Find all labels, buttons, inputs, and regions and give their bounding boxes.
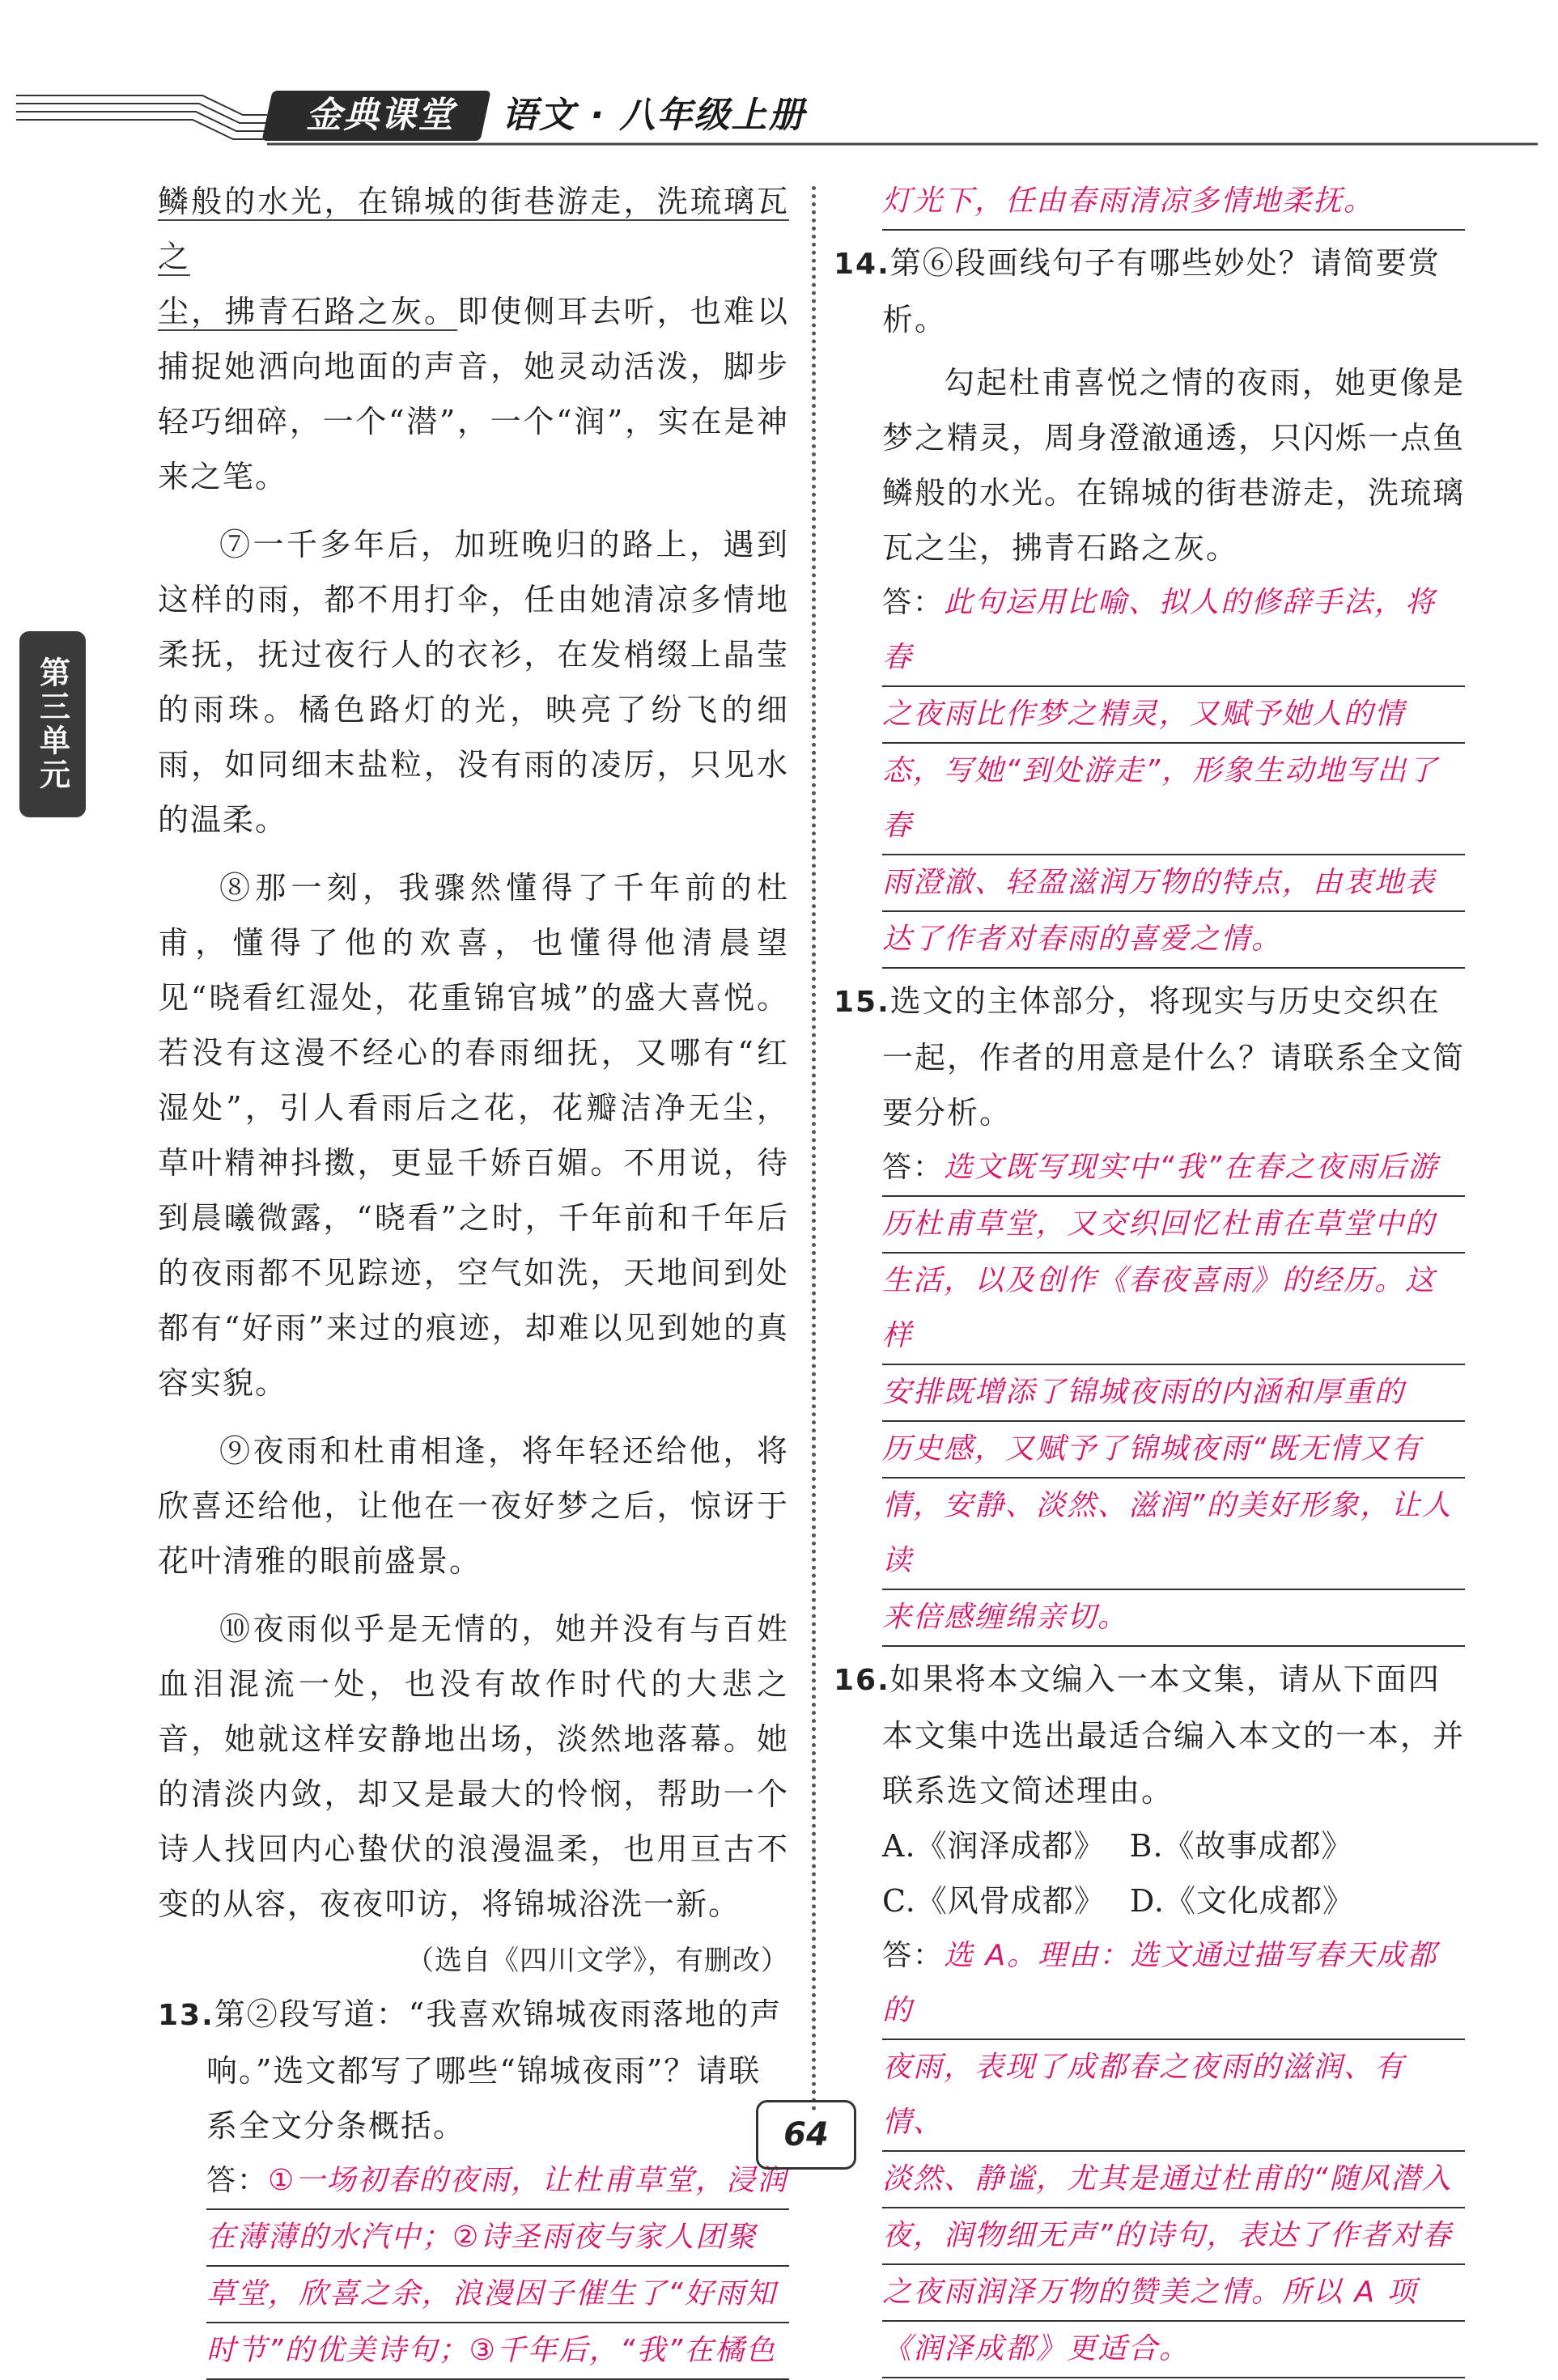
question-15-text: 选文的主体部分，将现实与历史交织在一起，作者的用意是什么？请联系全文简要分析。 <box>882 983 1466 1131</box>
answer-16 <box>834 1928 1465 2378</box>
question-14-text: 第⑥段画线句子有哪些妙处？请简要赏析。 <box>882 245 1441 337</box>
paragraph-6-rest: 即使侧耳去听，也难以捕捉她洒向地面的声音，她灵动活泼，脚步轻巧细碎，一个“潜”，一个“润”，实在是神来之笔。 <box>158 294 789 494</box>
answer-15-line: 生活，以及创作《春夜喜雨》的经历。这样 <box>882 1254 1465 1365</box>
subject-title: 语文 · 八年级上册 <box>502 95 806 136</box>
left-column <box>158 174 789 2380</box>
answer-13-line: 灯光下，任由春雨清凉多情地柔抚。 <box>882 174 1465 231</box>
option-a: A.《润泽成都》 <box>882 1828 1106 1864</box>
answer-15 <box>834 1140 1465 1647</box>
page-number: 64 <box>756 2100 856 2170</box>
question-13-text: 第②段写道：“我喜欢锦城夜雨落地的声响。”选文都写了哪些“锦城夜雨”？请联系全文分条概括。 <box>206 1996 783 2144</box>
answer-15-line: 历杜甫草堂，又交织回忆杜甫在草堂中的 <box>882 1197 1465 1254</box>
answer-14-line: 达了作者对春雨的喜爱之情。 <box>882 912 1465 969</box>
question-13-number: 13. <box>158 1999 214 2032</box>
answer-15-label: 答： <box>882 1151 945 1184</box>
answer-13-line: 在薄薄的水汽中；②诗圣雨夜与家人团聚 <box>206 2210 789 2267</box>
answer-13-line: ①一场初春的夜雨，让杜甫草堂，浸润 <box>268 2164 788 2197</box>
answer-16-line: 选 A。理由：选文通过描写春天成都的 <box>882 1939 1438 2027</box>
answer-13-continued <box>834 174 1465 231</box>
question-13 <box>158 1987 789 2153</box>
question-16-text: 如果将本文编入一本文集，请从下面四本文集中选出最适合编入本文的一本，并联系选文简述理由。 <box>882 1661 1466 1809</box>
question-16-options-row-2 <box>834 1873 1465 1928</box>
underlined-sentence: 鳞般的水光，在锦城的街巷游走，洗琉璃瓦之 <box>158 184 789 274</box>
paragraph-8: ⑧那一刻，我骤然懂得了千年前的杜甫，懂得了他的欢喜，也懂得他清晨望见“晓看红湿处，花重锦官城”的盛大喜悦。若没有这漫不经心的春雨细抚，又哪有“红湿处”，引人看雨后之花，花瓣洁净无尘，草叶精神抖擞，更显千娇百媚。不用说，待到晨曦微露，“晓看”之时，千年前和千年后的夜雨都不见踪迹，空气如洗，天地间到处都有“好雨”来过的痕迹，却难以见到她的真容实貌。 <box>158 870 789 1401</box>
answer-16-line: 淡然、静谧，尤其是通过杜甫的“随风潜入 <box>882 2152 1465 2208</box>
paragraph-10: ⑩夜雨似乎是无情的，她并没有与百姓血泪混流一处，也没有故作时代的大悲之音，她就这样安静地出场，淡然地落幕。她的清淡内敛，却又是最大的怜悯，帮助一个诗人找回内心蛰伏的浪漫温柔，也用亘古不变的从容，夜夜叩访，将锦城浴洗一新。 <box>158 1611 789 1922</box>
answer-13 <box>158 2153 789 2380</box>
question-15 <box>834 974 1465 1140</box>
answer-13-line: 草堂，欣喜之余，浪漫因子催生了“好雨知 <box>206 2267 789 2323</box>
paragraph-7: ⑦一千多年后，加班晚归的路上，遇到这样的雨，都不用打伞，任由她清凉多情地柔抚，抚过夜行人的衣衫，在发梢缀上晶莹的雨珠。橘色路灯的光，映亮了纷飞的细雨，如同细末盐粒，没有雨的凌厉，只见水的温柔。 <box>158 527 789 838</box>
answer-16-line: 《润泽成都》更适合。 <box>882 2322 1465 2378</box>
answer-16-line: 之夜雨润泽万物的赞美之情。所以 A 项 <box>882 2265 1465 2322</box>
source-note: （选自《四川文学》，有删改） <box>406 1945 789 1977</box>
unit-tab: 第三单元 <box>19 631 86 817</box>
answer-16-line: 夜，润物细无声”的诗句，表达了作者对春 <box>882 2208 1465 2265</box>
answer-13-label: 答： <box>206 2164 269 2197</box>
underlined-sentence-end: 尘，拂青石路之灰。 <box>158 294 457 329</box>
answer-13-line: 时节”的优美诗句；③千年后，“我”在橘色 <box>206 2323 789 2380</box>
answer-16-label: 答： <box>882 1939 945 1972</box>
question-14 <box>834 235 1465 347</box>
brand-title: 金典课堂 <box>306 95 455 136</box>
option-b: B.《故事成都》 <box>1129 1828 1353 1864</box>
answer-14 <box>834 575 1465 969</box>
answer-14-line: 态，写她“到处游走”，形象生动地写出了春 <box>882 744 1465 855</box>
answer-16-line: 夜雨，表现了成都春之夜雨的滋润、有情、 <box>882 2040 1465 2152</box>
answer-15-line: 情，安静、淡然、滋润”的美好形象，让人读 <box>882 1478 1465 1590</box>
column-divider <box>812 186 816 2112</box>
question-16-options-row-1 <box>834 1818 1465 1873</box>
answer-15-line: 历史感，又赋予了锦城夜雨“既无情又有 <box>882 1422 1465 1478</box>
right-column <box>834 174 1465 2378</box>
answer-14-line: 此句运用比喻、拟人的修辞手法，将春 <box>882 586 1437 674</box>
option-d: D.《文化成都》 <box>1129 1883 1355 1919</box>
question-15-number: 15. <box>834 986 890 1019</box>
question-16-number: 16. <box>834 1664 890 1697</box>
paragraph-6-end <box>158 174 789 504</box>
question-14-quote: 勾起杜甫喜悦之情的夜雨，她更像是梦之精灵，周身澄澈通透，只闪烁一点鱼鳞般的水光。在锦城的街巷游走，洗琉璃瓦之尘，拂青石路之灰。 <box>882 365 1466 566</box>
answer-14-line: 雨澄澈、轻盈滋润万物的特点，由衷地表 <box>882 855 1465 912</box>
question-16 <box>834 1652 1465 1818</box>
paragraph-9: ⑨夜雨和杜甫相逢，将年轻还给他，将欣喜还给他，让他在一夜好梦之后，惊讶于花叶清雅的眼前盛景。 <box>158 1433 789 1579</box>
option-c: C.《风骨成都》 <box>882 1883 1106 1919</box>
answer-15-line: 安排既增添了锦城夜雨的内涵和厚重的 <box>882 1365 1465 1422</box>
answer-14-line: 之夜雨比作梦之精灵，又赋予她人的情 <box>882 687 1465 744</box>
answer-14-label: 答： <box>882 586 945 619</box>
question-14-number: 14. <box>834 248 890 281</box>
answer-15-line: 选文既写现实中“我”在春之夜雨后游 <box>944 1151 1439 1184</box>
answer-15-line: 来倍感缠绵亲切。 <box>882 1590 1465 1647</box>
